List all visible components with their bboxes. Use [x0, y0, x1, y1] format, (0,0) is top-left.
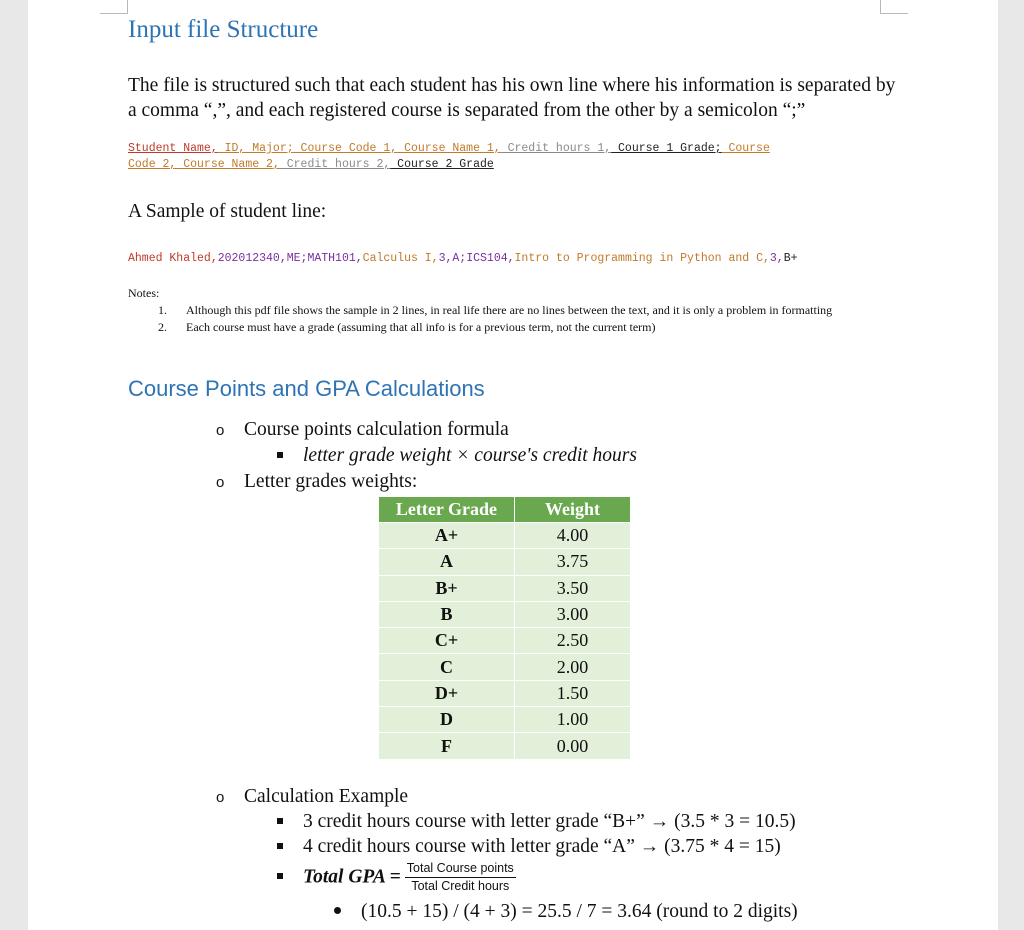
example-item-1: [277, 811, 796, 833]
weight-cell: 0.00: [515, 733, 631, 759]
document-page: [28, 0, 998, 930]
code-segment: Course Code 1,: [293, 142, 398, 155]
code-segment: Course: [721, 142, 770, 155]
gpa-label: Total GPA =: [303, 866, 401, 888]
code-segment: Course Name 1,: [397, 142, 501, 155]
note-number: 1.: [158, 303, 167, 317]
weight-cell: 2.50: [515, 628, 631, 654]
table-header-row: [379, 497, 631, 523]
gpa-section-heading: Course Points and GPA Calculations: [128, 376, 485, 401]
sample-heading: A Sample of student line:: [128, 201, 327, 222]
format-line-2: [128, 157, 494, 173]
grade-cell: A+: [379, 523, 515, 549]
note-number: 2.: [158, 320, 167, 334]
note-item: [158, 320, 656, 335]
square-bullet-icon: [277, 818, 283, 824]
weight-cell: 1.50: [515, 680, 631, 706]
code-segment: Major;: [245, 142, 294, 155]
circle-bullet-icon: o: [216, 422, 225, 439]
code-segment: ID,: [217, 142, 246, 155]
list-item-text: Calculation Example: [244, 786, 409, 807]
gpa-formula-item: [277, 860, 516, 895]
note-text: Each course must have a grade (assuming that all info is for a previous term, not the current term): [186, 320, 656, 334]
code-segment: Code 2,: [128, 158, 177, 171]
column-header-weight: Weight: [515, 497, 631, 523]
example-item-2: [277, 836, 781, 858]
code-segment: Course 1 Grade;: [611, 142, 722, 155]
round-bullet-icon: [334, 907, 341, 914]
input-structure-paragraph: [128, 73, 895, 123]
example-text: 3 credit hours course with letter grade “B+” → (3.5 * 3 = 10.5): [303, 811, 796, 832]
column-header-letter-grade: Letter Grade: [379, 497, 515, 523]
circle-bullet-icon: o: [216, 789, 225, 806]
weight-cell: 1.00: [515, 707, 631, 733]
table-row: [379, 733, 631, 759]
weight-cell: 4.00: [515, 523, 631, 549]
notes-label: Notes:: [128, 286, 160, 300]
table-row: [379, 628, 631, 654]
code-segment: 3,: [769, 252, 784, 265]
input-structure-heading: Input file Structure: [128, 16, 319, 43]
code-segment: Calculus I,: [362, 252, 439, 265]
grade-cell: D: [379, 707, 515, 733]
gpa-fraction: [405, 860, 516, 895]
example-text: 4 credit hours course with letter grade “A” → (3.75 * 4 = 15): [303, 836, 781, 857]
formula-item: [277, 445, 637, 467]
list-item-weights: [216, 471, 417, 493]
square-bullet-icon: [277, 843, 283, 849]
table-row: [379, 680, 631, 706]
formula-text: letter grade weight × course's credit hours: [303, 445, 637, 466]
code-segment: Student Name,: [128, 142, 218, 155]
grade-cell: C+: [379, 628, 515, 654]
square-bullet-icon: [277, 452, 283, 458]
list-item-text: Course points calculation formula: [244, 419, 509, 440]
list-item-formula: [216, 419, 509, 441]
list-item-text: Letter grades weights:: [244, 471, 418, 492]
gpa-result-item: [334, 901, 798, 923]
code-segment: Course Name 2,: [176, 158, 280, 171]
weight-cell: 3.50: [515, 575, 631, 601]
weight-cell: 3.00: [515, 601, 631, 627]
code-segment: 3,: [438, 252, 453, 265]
format-line-1: [128, 141, 770, 157]
code-segment: ICS104,: [466, 252, 515, 265]
note-text: Although this pdf file shows the sample in 2 lines, in real life there are no lines between the text, and it is only a problem in formatting: [186, 303, 833, 317]
paragraph-line-2: a comma “,”, and each registered course is separated from the other by a semicolon “;”: [128, 100, 806, 121]
code-segment: B+: [783, 252, 798, 265]
table-row: [379, 654, 631, 680]
list-item-example: [216, 786, 408, 808]
crop-mark-top-left: [100, 0, 128, 14]
table-row: [379, 575, 631, 601]
sample-student-line: [128, 251, 798, 267]
gpa-denominator: Total Credit hours: [411, 879, 510, 893]
code-segment: Ahmed Khaled,: [128, 252, 218, 265]
table-row: [379, 549, 631, 575]
table-row: [379, 523, 631, 549]
grade-cell: C: [379, 654, 515, 680]
weight-cell: 3.75: [515, 549, 631, 575]
code-segment: Intro to Programming in Python and C,: [514, 252, 770, 265]
grade-cell: D+: [379, 680, 515, 706]
code-segment: Credit hours 2,: [279, 158, 391, 171]
grade-cell: B+: [379, 575, 515, 601]
table-row: [379, 601, 631, 627]
circle-bullet-icon: o: [216, 474, 225, 491]
code-segment: A;: [452, 252, 467, 265]
gpa-numerator: Total Course points: [405, 860, 516, 878]
code-segment: MATH101,: [307, 252, 363, 265]
code-segment: Course 2 Grade: [390, 158, 494, 171]
paragraph-line-1: The file is structured such that each student has his own line where his information is separated by: [128, 75, 896, 96]
crop-mark-top-right: [880, 0, 908, 14]
code-segment: ME;: [286, 252, 308, 265]
square-bullet-icon: [277, 873, 283, 879]
code-segment: 202012340,: [217, 252, 287, 265]
table-row: [379, 707, 631, 733]
code-segment: Credit hours 1,: [500, 142, 612, 155]
weight-cell: 2.00: [515, 654, 631, 680]
grade-cell: F: [379, 733, 515, 759]
grade-cell: A: [379, 549, 515, 575]
grade-cell: B: [379, 601, 515, 627]
letter-grades-table: [378, 496, 631, 760]
gpa-result-text: (10.5 + 15) / (4 + 3) = 25.5 / 7 = 3.64 (round to 2 digits): [361, 901, 798, 922]
note-item: [158, 303, 832, 318]
